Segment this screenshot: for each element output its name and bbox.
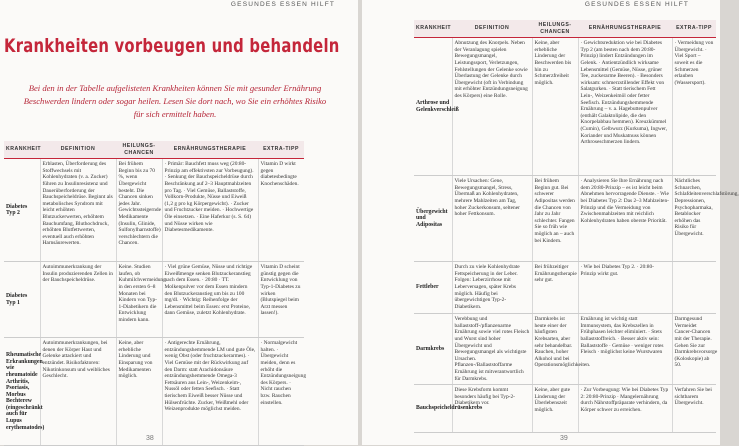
cell-tipp: Darmgesund Vermeidet Cancer-Chancen mit der Therapie. Gehen Sie zur Darmkrebsvorsorge (Koloskopie) ab 50.: [672, 314, 716, 385]
cell-definition: Diese Krebsform kommt besonders häufig bei Typ-2-Diabetikern vor.: [452, 385, 532, 433]
cell-krankheit: Rheumatische Erkrankungen wie rheumatoide Arthritis, Psoriasis, Morbus Bechterew (eingeschränkt auch für Lupus erythematodes): [4, 338, 40, 446]
cell-definition: Erblasten, Überforderung des Stoffwechsels mit Kohlenhydraten (v. a. Zucker) führen zu Insulinresistenz und Dauerüberforderung der Bauchspeicheldrüse. Beginnt als metabolisches Syndrom mit leicht erhöhten Blutzuckerwerten, erhöhtem Bauchumfang, Bluthochdruck, erhöhten Blutfettwerten, eventuell auch erhöhten Harnsäurewerten.: [40, 159, 116, 262]
table-header-row: [4, 141, 304, 159]
cell-chancen: Darmkrebs ist heute einer der häufigsten Krebsarten, aber sehr behandelbar. Rauchen, hoher Alkohol und bei Operationsmöglichkeiten.: [532, 314, 578, 385]
col-header-chancen: HEILUNGS-CHANCEN: [116, 141, 162, 159]
page-title: Krankheiten vorbeugen und behandeln: [4, 35, 340, 57]
cell-therapie: · Zur Vorbeugung: Wie bei Diabetes Typ 2: 20:80-Prinzip · Mangelernährung durch Nährstoffpräparate verhindern, da Körper schwer zu erreichen.: [578, 385, 672, 433]
cell-tipp: Vitamin D wirkt gegen diabetesbedingte Knochenschäden.: [258, 159, 304, 262]
cell-chancen: Bei frühem Beginn gut. Bei schwerer Adipositas werden die Chancen von Jahr zu Jahr schlechter. Fangen Sie so früh wie möglich an – auch bei Kindern.: [532, 176, 578, 262]
cell-krankheit: Fettleber: [414, 262, 452, 314]
cell-chancen: Bei frühem Beginn bis zu 70 %, wenn Übergewicht besteht. Die Chancen sinken jedes Jahr. Gewichtssteigernde Medikamente (Insulin, Glinide, Sulfonylharnstoffe) verschlechtern die Chancen.: [116, 159, 162, 262]
cell-therapie: Ernährung ist wichtig statt Immunsystem, das Krebszellen in Frühphasen leichter eliminiert. · Stets ballaststoffreich. · Besser aktiv sein: Ballaststoffe · Gemüse · weniger rotes Fleisch · möglichst keine Wurstwaren: [578, 314, 672, 385]
cell-tipp: · Vermeidung von Übergewicht. · Viel Sport – soweit es die Schmerzen erlauben (Wassersport).: [672, 38, 716, 176]
page-number-right: 39: [560, 435, 568, 442]
table-row: [414, 176, 716, 262]
cell-therapie: · Primär: Bauchfett muss weg (20:80-Prinzip am effektivsten zur Vorbeugung). · Senkung der Bauchspeicheldrüse durch Beschränkung auf 2–3 Hauptmahlzeiten pro Tag. · Viel Gemüse, Ballaststoffe, Vollkorn-Produkte, Nüsse und Eiweiß (1,2 g pro kg Körpergewicht). · Zucker und Fruchtzucker meiden. · Hochwertige Öle einsetzen. · Eine Haferkur (s. S. 64) und Nüsse wirken wie Diabetesmedikamente.: [162, 159, 258, 262]
col-header-definition: DEFINITION: [40, 141, 116, 159]
table-header-row: [414, 20, 716, 38]
disease-table-left: [4, 141, 307, 446]
col-header-tipp: EXTRA-TIPP: [672, 20, 716, 38]
cell-krankheit: Diabetes Typ 1: [4, 262, 40, 338]
col-header-tipp: EXTRA-TIPP: [258, 141, 304, 159]
table-row: [4, 159, 304, 262]
cell-therapie: · Wie bei Diabetes Typ 2. · 20:80-Prinzip wirkt gut.: [578, 262, 672, 314]
cell-chancen: Keine, aber erhebliche Linderung der Beschwerden bis hin zu Schmerzfreiheit möglich.: [532, 38, 578, 176]
running-head-left: GESUNDES ESSEN HILFT: [230, 1, 336, 8]
left-page: [0, 0, 358, 445]
table-row: [414, 314, 716, 385]
cell-definition: Autoimmunerkrankungen, bei denen der Körper Haut und Gelenke attackiert und entzündet. Risikofaktoren: Nikotinkonsum und weibliches Geschlecht.: [40, 338, 116, 446]
right-page: [362, 0, 739, 445]
cell-tipp: Vitamin D scheint günstig gegen die Entwicklung von Typ-1-Diabetes zu wirken (Blutspiegel beim Arzt messen lassen!).: [258, 262, 304, 338]
col-header-krankheit: KRANKHEIT: [414, 20, 452, 38]
cell-definition: Abnutzung des Knorpels. Neben der Veranlagung spielen Bewegungsmangel, Leistungssport, Verletzungen, Fehlstellungen der Gelenke sowie Überlastung der Gelenke durch Übergewicht (oft in Verbindung mit erhöhter Entzündungsneigung des Körpers) eine Rolle.: [452, 38, 532, 176]
cell-tipp: Verfahren Sie bei sichtbarem Übergewicht.: [672, 385, 716, 433]
col-header-therapie: ERNÄHRUNGSTHERAPIE: [162, 141, 258, 159]
cell-definition: Autoimmunerkrankung der Insulin produzierenden Zellen in der Bauchspeicheldrüse.: [40, 262, 116, 338]
col-header-krankheit: KRANKHEIT: [4, 141, 40, 159]
col-header-chancen: HEILUNGS-CHANCEN: [532, 20, 578, 38]
cell-krankheit: Übergewicht und Adipositas: [414, 176, 452, 262]
table-row: [414, 262, 716, 314]
col-header-definition: DEFINITION: [452, 20, 532, 38]
cell-chancen: Keine, aber gute Linderung der Überlebenszeit möglich.: [532, 385, 578, 433]
table-row: [4, 262, 304, 338]
cell-definition: Verebbung und ballaststoff-/pflanzenarme Ernährung sowie viel rotes Fleisch und Wurst sind hoher Übergewicht und Bewegungsmangel als wichtigste Ursachen. Pflanzen-/Ballaststoffarme Ernährung ist mitverantwortlich für Darmkrebs.: [452, 314, 532, 385]
cell-chancen: Keine. Studien laufen, ob Kuhmilchvermeidung in den ersten 6–8 Monaten bei Kindern von Typ-1-Diabetikern die Entwicklung mindern kann.: [116, 262, 162, 338]
cell-therapie: · Viel grüne Gemüse, Nüsse und richtige Eiweißmenge senken Blutzuckeranstieg nach dem Essen. · 20:80 · TT. Molkenpulver vor dem Essen mindern den Blutzuckeranstieg um bis zu 100 mg/dl. · Wichtig: Reihenfolge der Lebensmittel beim Essen: erst Proteine, dann Gemüse, zuletzt Kohlenhydrate.: [162, 262, 258, 338]
cell-definition: Durch zu viele Kohlenhydrate Fettspeicherung in der Leber. Folgen: Leberzirrhose mit Leberversagen, später Krebs möglich. Häufig bei übergewichtigen Typ-2-Diabetikern.: [452, 262, 532, 314]
cell-krankheit: Bauchspeicheldrüsenkrebs: [414, 385, 452, 433]
cell-chancen: Keine, aber erhebliche Linderung und Einsparung von Medikamenten möglich.: [116, 338, 162, 446]
cell-chancen: Bei frühzeitiger Ernährungstherapie sehr gut.: [532, 262, 578, 314]
cell-krankheit: Arthrose und Gelenkverschleiß: [414, 38, 452, 176]
table-row: [4, 338, 304, 446]
cell-therapie: · Analysieren Sie Ihre Ernährung nach dem 20:80-Prinzip – es ist leicht beim Abnehmen hervorragende Dienste. · Wie bei Diabetes Typ 2: Das 2–3 Mahlzeiten-Prinzip und die Vermeidung von Zwischenmahlzeiten mit reichlich Kohlenhydraten haben oberste Priorität.: [578, 176, 672, 262]
cell-definition: Viele Ursachen: Gene, Bewegungsmangel, Stress, Übermaß an Kohlenhydraten, mehrere Mahlzeiten am Tag, hoher Zuckerkonsum, seltener hoher Fettkonsum.: [452, 176, 532, 262]
table-row: [414, 385, 716, 433]
cell-tipp: Nächtliches Schnarchen, Schlafdeitenverschlafstörung, Depressionen, Psychopharmaka, Betablocker erhöhen das Risiko für Übergewicht.: [672, 176, 716, 262]
cell-therapie: · Antigerechte Ernährung, entzündungshemmende LM und gute Öle, wenig Obst (oder fruchtzuckerarmes). · Viel Gemüse mit der Rückwirkung auf den Darm: statt Arachidonsäure entzündungshemmende Omega-3 Fettsäuren aus Lein-, Weizenkeim-, Nussöl oder fetten Seefisch. · Statt tierischem Eiweiß besser Nüsse und Hülsenfrüchte. Zucker, Weißmehl oder Weizenprodukte möglichst meiden.: [162, 338, 258, 446]
col-header-therapie: ERNÄHRUNGSTHERAPIE: [578, 20, 672, 38]
cell-krankheit: Diabetes Typ 2: [4, 159, 40, 262]
cell-tipp: [672, 262, 716, 314]
page-number-left: 38: [146, 435, 154, 442]
table-row: [414, 38, 716, 176]
cell-krankheit: Darmkrebs: [414, 314, 452, 385]
cell-therapie: · Gewichtsreduktion wie bei Diabetes Typ 2 (am besten nach dem 20:80-Prinzip) lindert Entzündungen im Gelenk. · Antientzündlich wirksame Lebensmittel (Gemüse, Nüsse, grüner Tee, zuckerarme Beeren). · Besonders wirksam: schmerzstillender Effekt von Salatgurken. · Statt tierischem Fett Lein-, Weizenkeimöl oder fetter Seefisch. Entzündungshemmende Ernährung – v. a. Hagebuttenpulver (enthält Galaktolipide, die den Knorpelabbau hemmen). Kreuzkümmel (Cumin), Gelbwurz (Kurkuma), Ingwer, Koriander und Muskatnuss können Arthroseschmerzen lindern.: [578, 38, 672, 176]
intro-text: Bei den in der Tabelle aufgelisteten Krankheiten können Sie mit gesunder Ernährung Beschwerden lindern oder sogar heilen. Lesen Sie dort nach, wo Sie ein erhöhtes Risiko für sich ermittelt haben.: [23, 83, 327, 119]
disease-table-right: [414, 20, 739, 433]
cell-tipp: · Normalgewicht halten. · Übergewicht meiden, denn es erhöht die Entzündungsneigung des Körpers. · Nicht rauchen bzw. Rauchen einstellen.: [258, 338, 304, 446]
running-head-right: GESUNDES ESSEN HILFT: [584, 1, 690, 8]
